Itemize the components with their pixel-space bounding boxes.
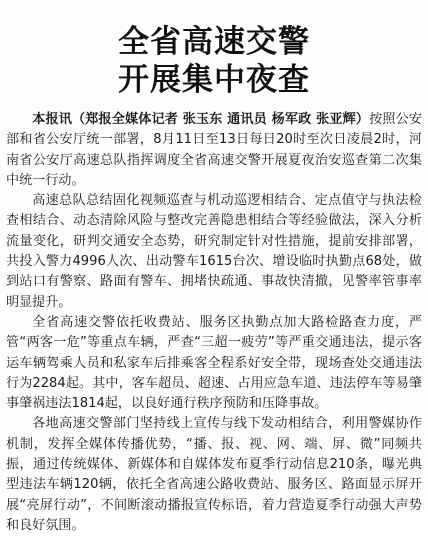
article-paragraph <box>6 110 422 191</box>
article-paragraph: 全省高速交警依托收费站、服务区执勤点加大路检路查力度，严管“两客一危”等重点车辆，严查“三超一疲劳”等严重交通违法，提示客运车辆驾乘人员和私家车后排乘客全程系好安全带，现场查处交通违法行为2284起。其中，客车超员、超速、占用应急车道、违法停车等易肇事肇祸违法1814起，以良好通行秩序预防和压降事故。 <box>6 314 422 412</box>
byline-reporters: （郑报全媒体记者 张玉东 通讯员 杨军政 张亚辉） <box>71 112 370 127</box>
headline-line-2: 开展集中夜查 <box>118 62 310 98</box>
byline-lead: 本报讯 <box>32 112 72 127</box>
article-body <box>6 110 422 536</box>
article-paragraph: 各地高速交警部门坚持线上宣传与线下发动相结合，利用警媒协作机制，发挥全媒体传播优势，“播、报、视、网、端、屏、微”同频共振，通过传统媒体、新媒体和自媒体发布夏季行动信息210条，曝光典型违法车辆120辆，依托全省高速公路收费站、服务区、路面显示屏开展“亮屏行动”，不间断滚动播报宣传标语，着力营造夏季行动强大声势和良好氛围。 <box>6 416 422 533</box>
article-paragraph: 高速总队总结固化视频巡查与机动巡逻相结合、定点值守与执法检查相结合、动态清除风险与整改完善隐患相结合等经验做法，深入分析流量变化，研判交通安全态势，研究制定针对性措施，提前安排部署，共投入警力4996人次、出动警车1615台次、增设临时执勤点68处，做到站口有警察、路面有警车、拥堵快疏通、事故快清撤，见警率管事率明显提升。 <box>6 193 422 310</box>
headline-line-1: 全省高速交警 <box>118 24 310 60</box>
paragraph-text: 按照公安部和省公安厅统一部署，8月11日至13日每日20时至次日凌晨2时，河南省公安厅高速总队指挥调度全省高速交警开展夏夜治安巡查第二次集中统一行动。 <box>6 112 423 188</box>
